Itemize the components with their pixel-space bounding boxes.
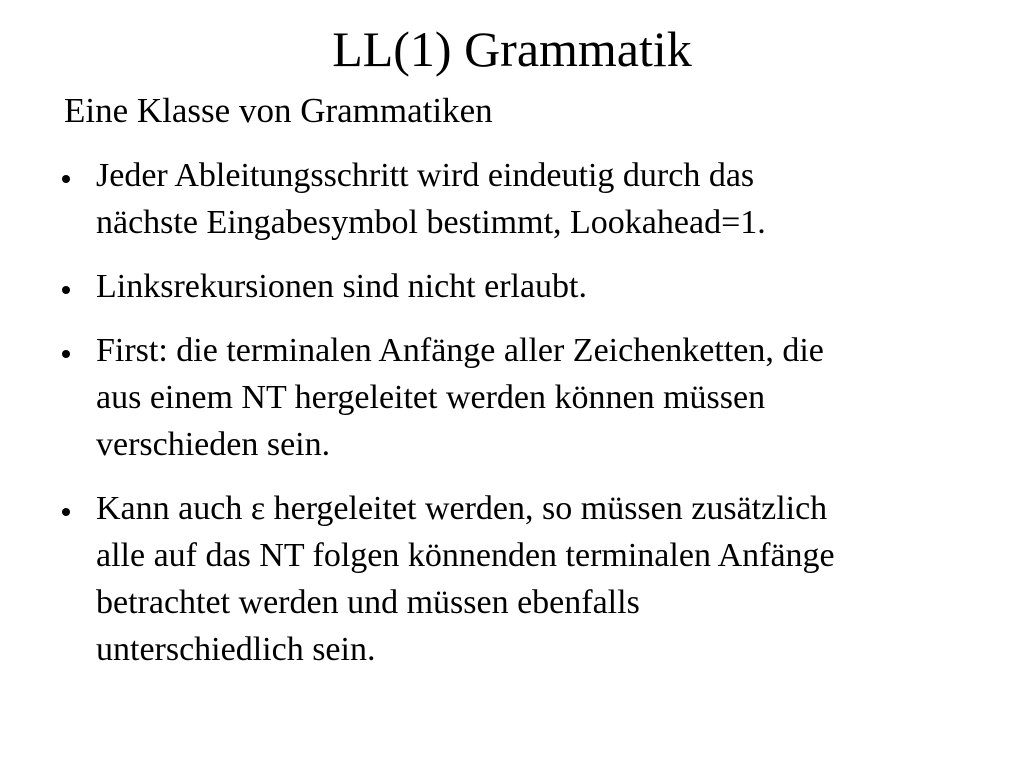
bullet-dot-icon xyxy=(62,286,70,294)
bullet-list xyxy=(58,152,1008,690)
bullet-text-line: Linksrekursionen sind nicht erlaubt. xyxy=(96,268,588,305)
bullet-text-line: Jeder Ableitungsschritt wird eindeutig durch das xyxy=(96,157,755,194)
bullet-dot-icon xyxy=(62,175,70,183)
bullet-dot-icon xyxy=(62,508,70,516)
bullet-item-epsilon xyxy=(58,485,1008,673)
bullet-text-line: First: die terminalen Anfänge aller Zeichenketten, die xyxy=(96,332,824,369)
bullet-text-line: betrachtet werden und müssen ebenfalls xyxy=(96,584,640,621)
bullet-text-line: nächste Eingabesymbol bestimmt, Lookahead=1. xyxy=(96,204,766,241)
bullet-text-line: verschieden sein. xyxy=(96,426,331,463)
bullet-text-line: aus einem NT hergeleitet werden können müssen xyxy=(96,379,766,416)
bullet-item-lookahead xyxy=(58,152,1008,246)
bullet-text-line: Kann auch ε hergeleitet werden, so müssen zusätzlich xyxy=(96,490,828,527)
bullet-item-linksrekursion xyxy=(58,263,1008,310)
bullet-text-line: alle auf das NT folgen könnenden terminalen Anfänge xyxy=(96,537,835,574)
bullet-item-first xyxy=(58,327,1008,468)
bullet-text-line: unterschiedlich sein. xyxy=(96,631,376,668)
slide-title: LL(1) Grammatik xyxy=(332,21,692,77)
slide-subtitle: Eine Klasse von Grammatiken xyxy=(64,91,493,130)
bullet-dot-icon xyxy=(62,350,70,358)
